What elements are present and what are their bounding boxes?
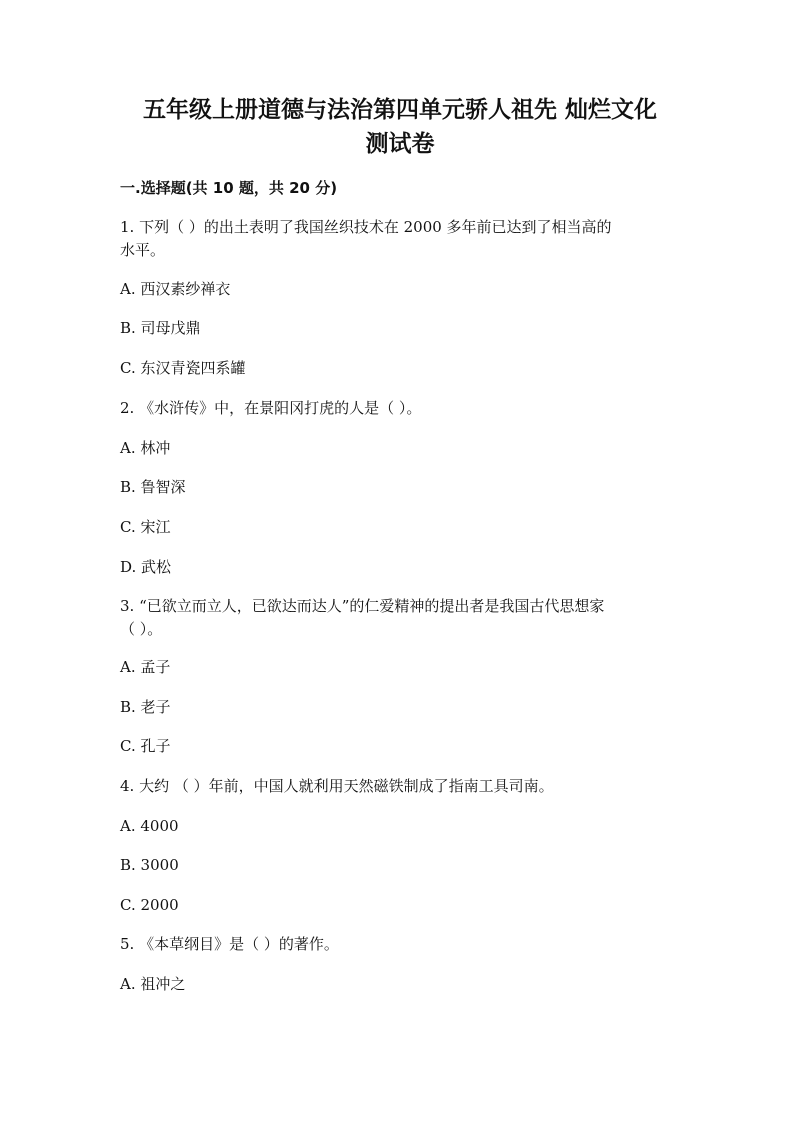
question-3-option-a: A. 孟子: [120, 658, 171, 676]
question-3-stem: 3. “已欲立而立人，已欲达而达人”的仁爱精神的提出者是我国古代思想家: [120, 597, 605, 615]
question-2-stem: 2. 《水浒传》中，在景阳冈打虎的人是（ ）。: [120, 399, 422, 417]
question-4-option-c: C. 2000: [120, 896, 179, 914]
question-2-option-b: B. 鲁智深: [120, 478, 186, 496]
question-5-option-a: A. 祖冲之: [120, 975, 186, 993]
question-5-stem: 5. 《本草纲目》是（ ）的著作。: [120, 935, 339, 953]
question-4-option-a: A. 4000: [120, 817, 179, 835]
question-3-stem-continued: （ ）。: [120, 620, 163, 638]
question-1-option-b: B. 司母戊鼎: [120, 319, 201, 337]
document-title-line-1: 五年级上册道德与法治第四单元骄人祖先 灿烂文化: [142, 97, 657, 123]
question-1-option-a: A. 西汉素纱禅衣: [120, 280, 231, 298]
question-4-option-b: B. 3000: [120, 856, 179, 874]
question-2-option-a: A. 林冲: [120, 439, 171, 457]
section-heading: 一.选择题(共 10 题，共 20 分): [120, 179, 338, 197]
question-3-option-b: B. 老子: [120, 698, 171, 716]
question-2-option-c: C. 宋江: [120, 518, 171, 536]
question-1-stem: 1. 下列（ ）的出土表明了我国丝织技术在 2000 多年前已达到了相当高的: [120, 218, 612, 236]
question-4-stem: 4. 大约 （ ）年前，中国人就利用天然磁铁制成了指南工具司南。: [120, 777, 554, 795]
question-2-option-d: D. 武松: [120, 558, 172, 576]
question-1-option-c: C. 东汉青瓷四系罐: [120, 359, 246, 377]
question-1-stem-continued: 水平。: [120, 241, 166, 259]
document-title-line-2: 测试卷: [365, 131, 435, 157]
question-3-option-c: C. 孔子: [120, 737, 171, 755]
